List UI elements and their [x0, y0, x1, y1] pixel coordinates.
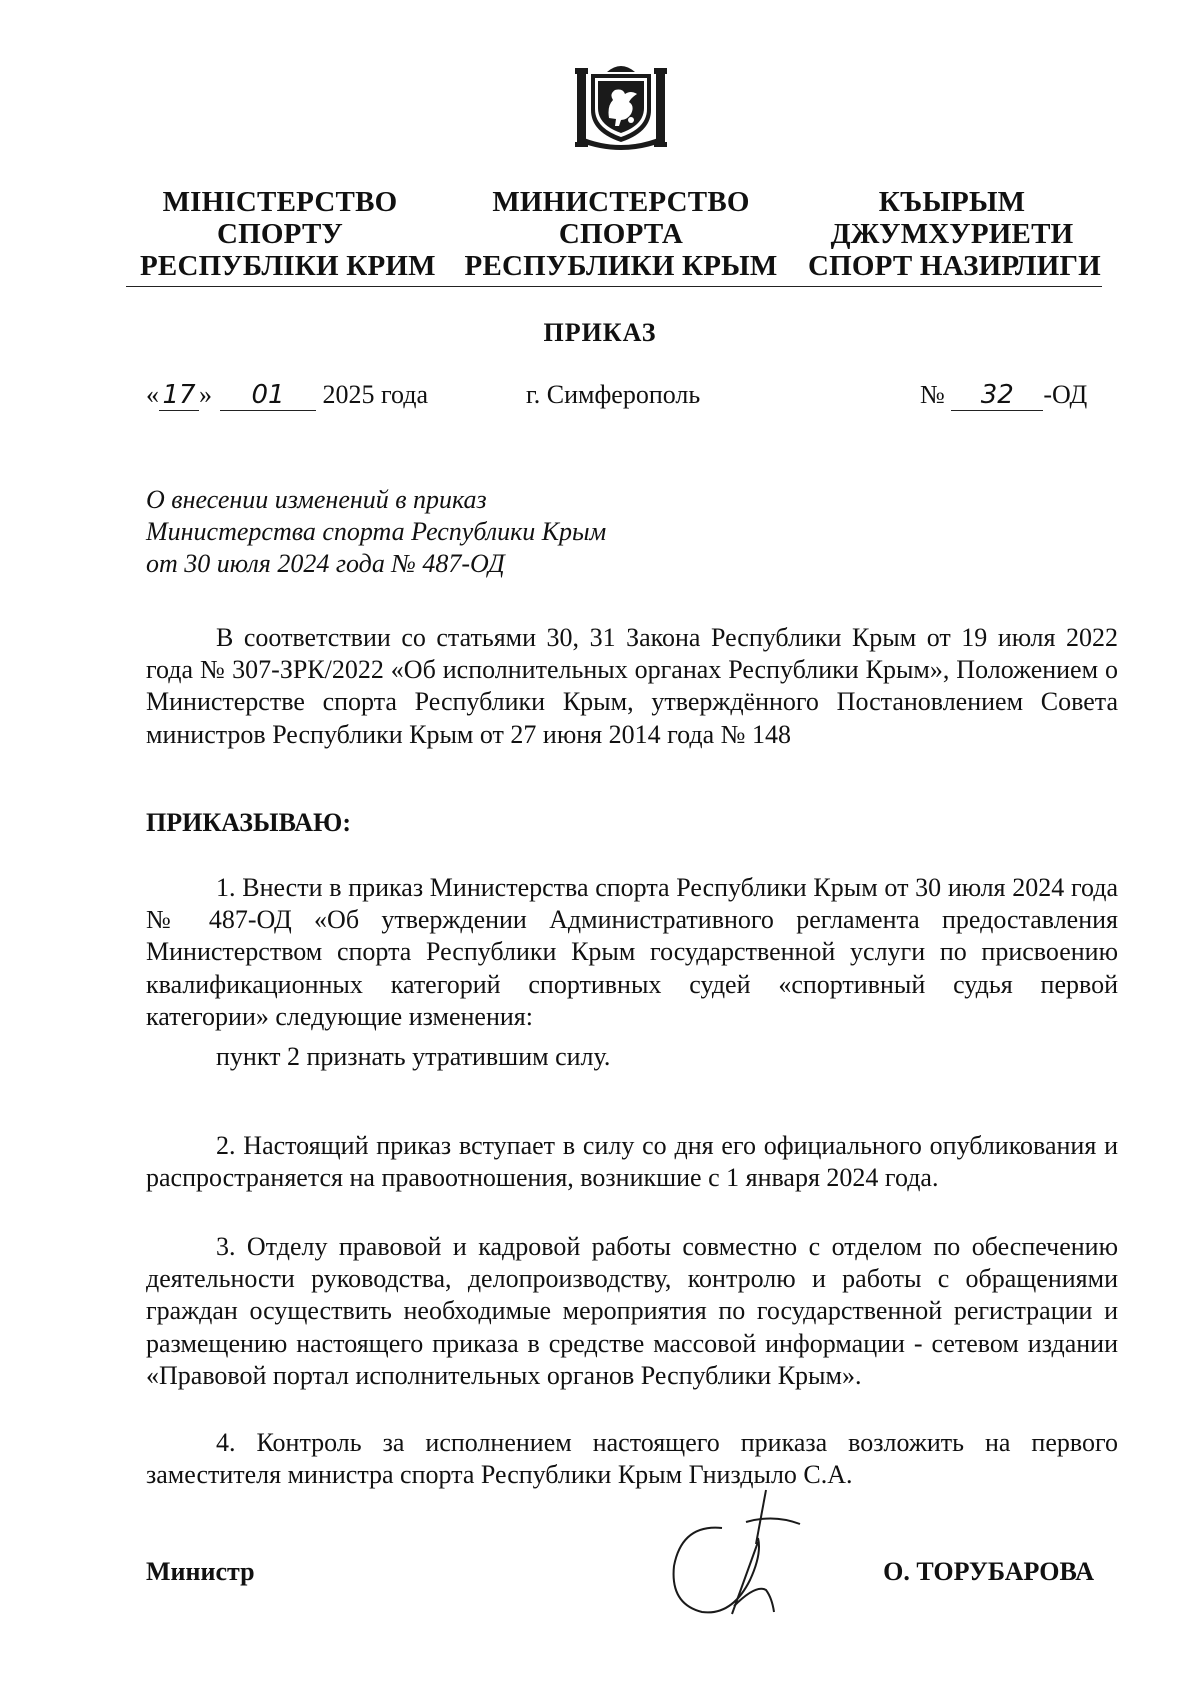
order-heading: ПРИКАЗЫВАЮ: — [146, 808, 351, 837]
quote-close: » — [199, 380, 212, 409]
subject-line: от 30 июля 2024 года № 487-ОД — [146, 549, 505, 578]
number-value: 32 — [951, 380, 1043, 411]
header-line: ДЖУМХУРИЕТИ — [830, 218, 1074, 250]
item-1-subparagraph: пункт 2 признать утратившим силу. — [216, 1042, 611, 1071]
header-line: РЕСПУБЛИКИ КРЫМ — [464, 250, 778, 282]
item-4-paragraph: 4. Контроль за исполнением настоящего приказа возложить на первого заместителя министра спорта Республики Крым Гниздыло С.А. — [146, 1428, 1118, 1490]
header-line: МІНІСТЕРСТВО — [162, 186, 398, 218]
header-line: СПОРТ НАЗИРЛИГИ — [808, 250, 1101, 282]
quote-open: « — [146, 380, 159, 409]
date-month: 01 — [220, 380, 316, 411]
header-line: СПОРТА — [558, 218, 684, 250]
header-col-crimean-tatar — [808, 186, 1101, 282]
date-year: 2025 года — [322, 380, 429, 409]
subject-line: Министерства спорта Республики Крым — [146, 517, 607, 546]
crimea-coat-of-arms-icon — [573, 62, 669, 150]
signatory-name: О. ТОРУБАРОВА — [883, 1557, 1094, 1586]
document-city: г. Симферополь — [526, 380, 701, 409]
signatory-role: Министр — [146, 1557, 255, 1586]
document-date — [146, 380, 428, 411]
header-line: КЪЫРЫМ — [878, 186, 1026, 218]
header-col-ukrainian — [140, 186, 436, 282]
document-type-title: ПРИКАЗ — [543, 318, 657, 347]
document-subject — [146, 484, 606, 580]
document-number — [920, 380, 1087, 411]
header-col-russian — [462, 186, 780, 282]
date-day: 17 — [159, 380, 199, 411]
item-2-paragraph: 2. Настоящий приказ вступает в силу со дня его официального опубликования и распространяется на правоотношения, возникшие с 1 января 2024 года. — [146, 1131, 1118, 1193]
number-suffix: -ОД — [1043, 380, 1088, 409]
subject-line: О внесении изменений в приказ — [146, 485, 487, 514]
item-1-paragraph: 1. Внести в приказ Министерства спорта Республики Крым от 30 июля 2024 года № 487-ОД «Об утверждении Административного регламента предоставления Министерством спорта Республики Крым государственной услуги по присвоению квалификационных категорий спортивных судей «спортивный судья первой категории» следующие изменения: — [146, 873, 1118, 1031]
header-line: МИНИСТЕРСТВО — [492, 186, 750, 218]
preamble-paragraph: В соответствии со статьями 30, 31 Закона Республики Крым от 19 июля 2022 года № 307-ЗРК/2022 «Об исполнительных органах Республики Крым», Положением о Министерстве спорта Республики Крым, утверждённого Постановлением Совета министров Республики Крым от 27 июня 2014 года № 148 — [146, 623, 1118, 749]
header-line: РЕСПУБЛІКИ КРИМ — [140, 250, 436, 282]
item-3-paragraph: 3. Отделу правовой и кадровой работы совместно с отделом по обеспечению деятельности руководства, делопроизводству, контролю и работы с обращениями граждан осуществить необходимые мероприятия по государственной регистрации и размещению настоящего приказа в средстве массовой информации - сетевом издании «Правовой портал исполнительных органов Республики Крым». — [146, 1232, 1118, 1390]
header-line: СПОРТУ — [217, 218, 343, 250]
number-sign: № — [920, 380, 945, 409]
header-divider — [126, 286, 1102, 287]
